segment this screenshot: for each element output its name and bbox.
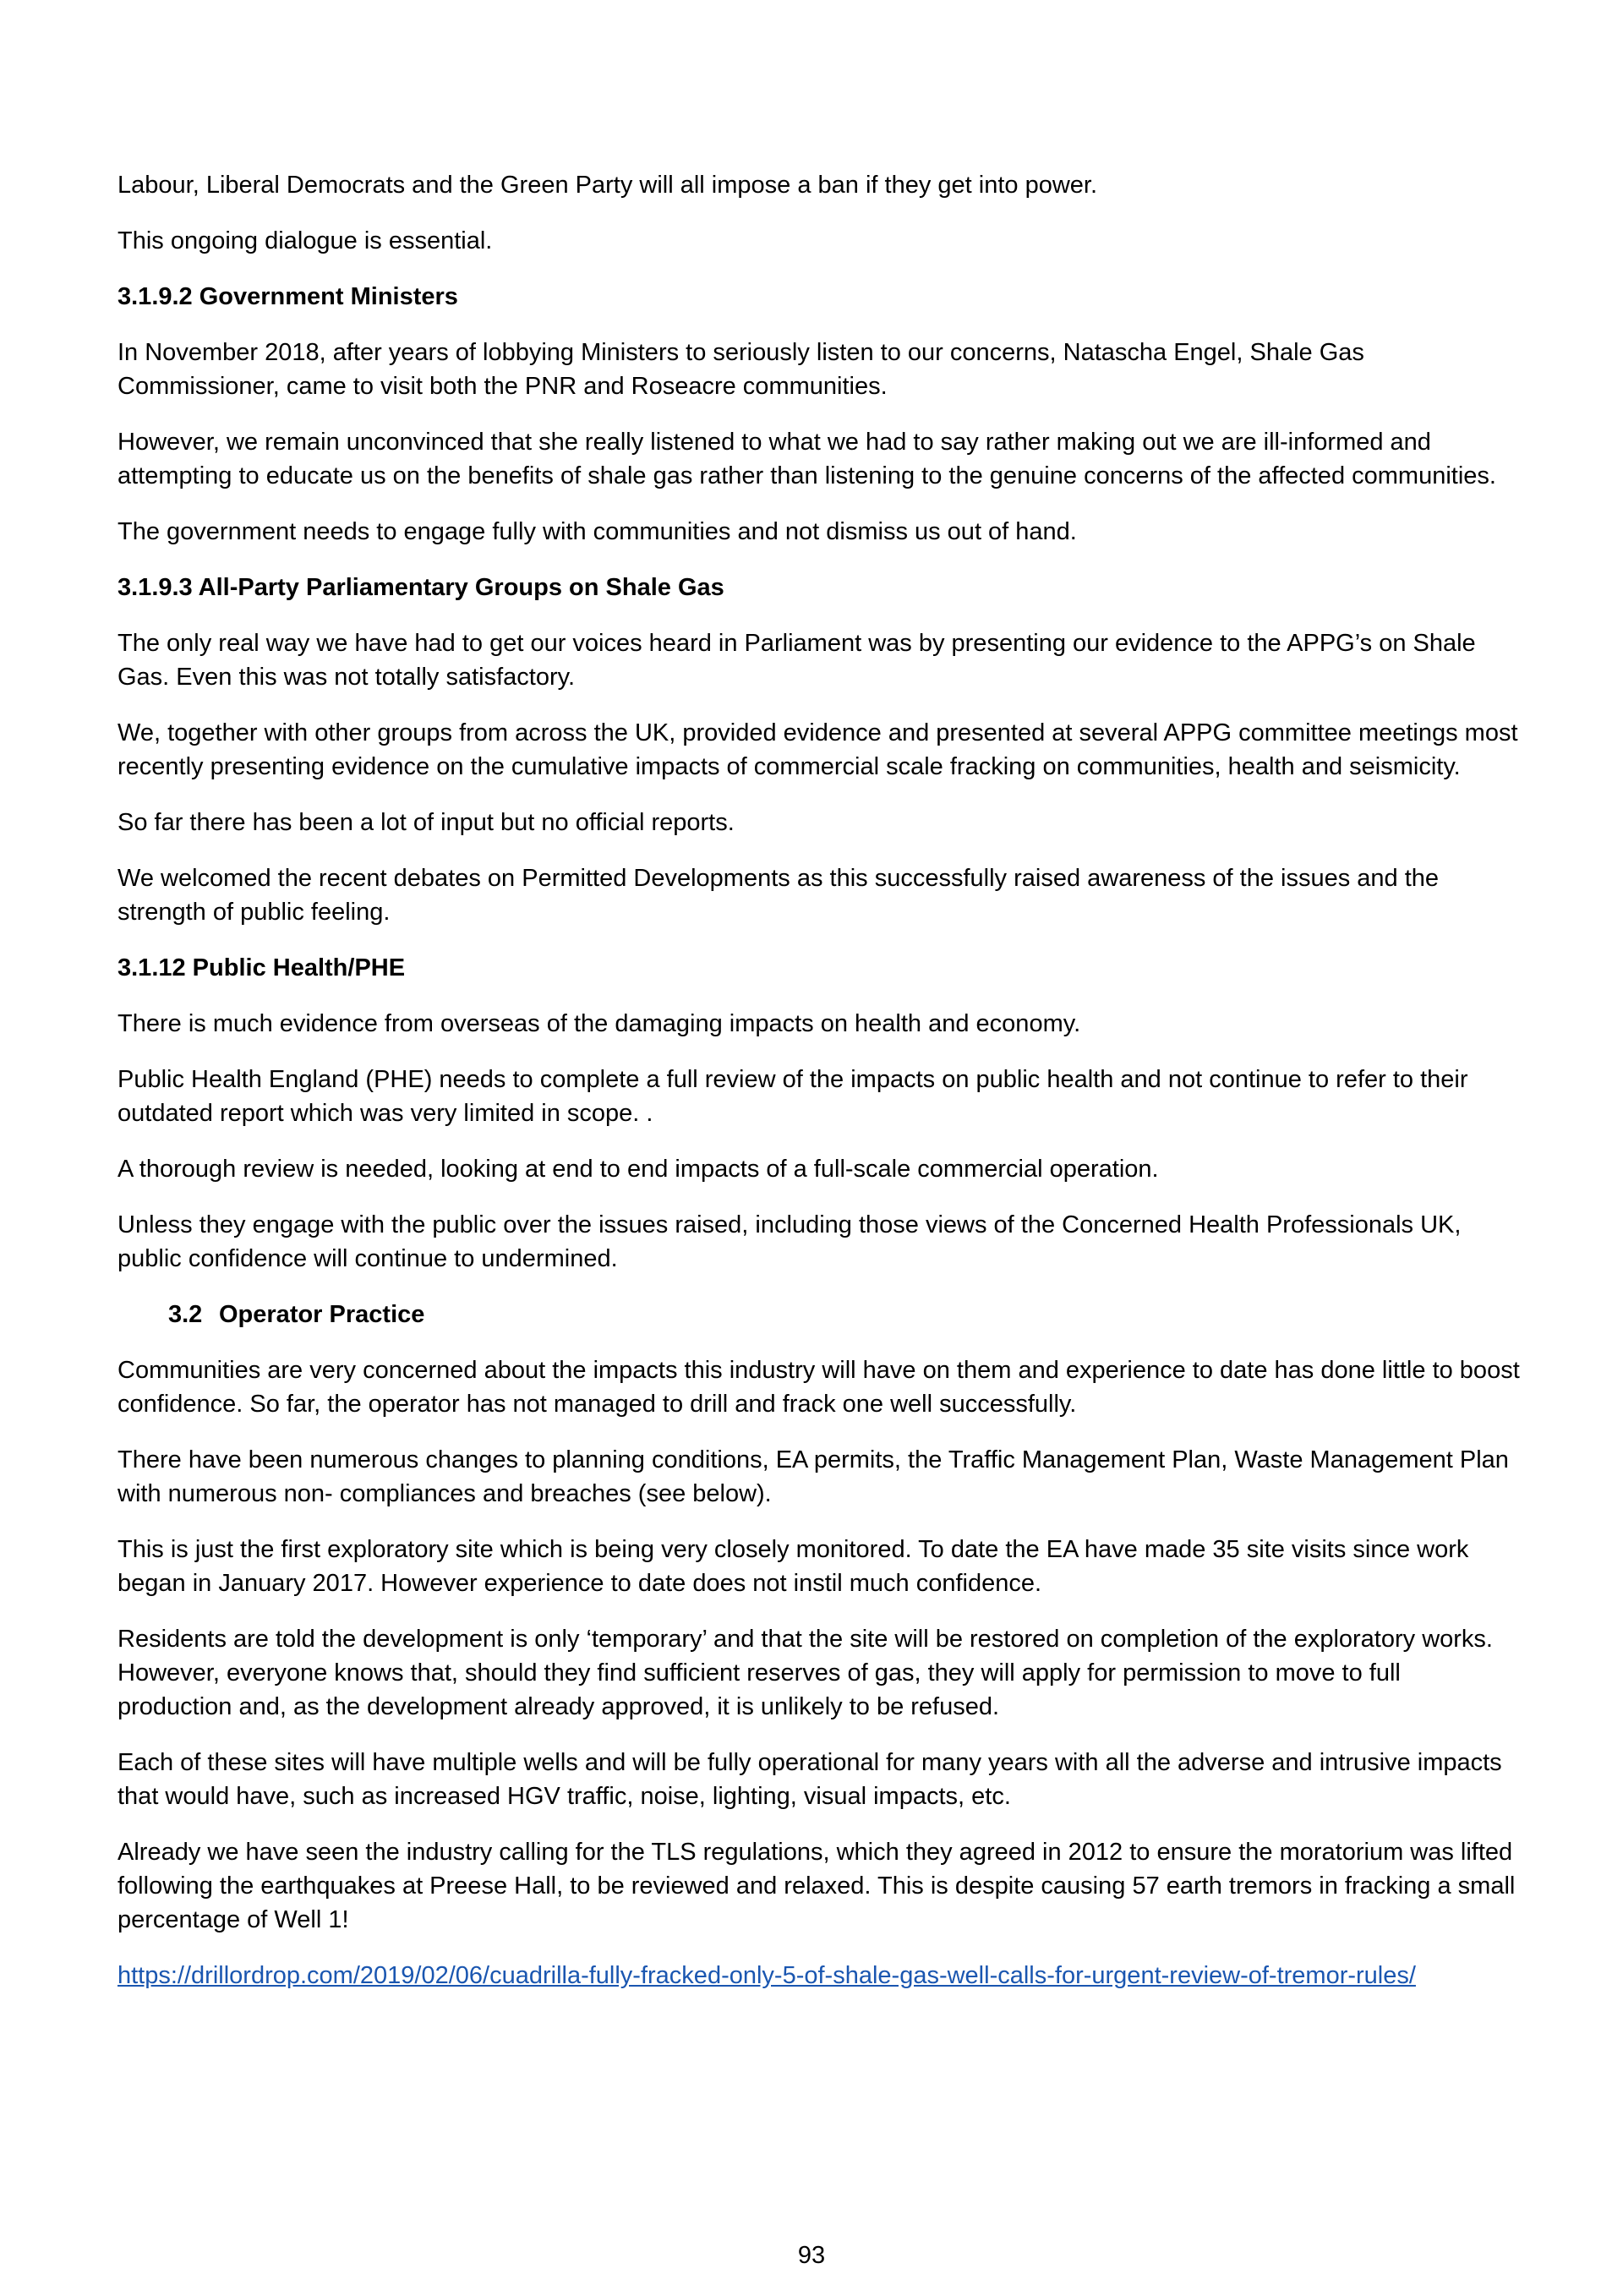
heading-appg: 3.1.9.3 All-Party Parliamentary Groups on Shale Gas: [117, 574, 724, 601]
section-number: 3.2: [168, 1301, 203, 1328]
para-unconvinced: However, we remain unconvinced that she really listened to what we had to say rather making out we are ill-informed and attempting to educate us on the benefits of shale gas rather than listening to the genuine concerns of the affected communities.: [117, 429, 1496, 489]
heading-public-health: 3.1.12 Public Health/PHE: [117, 954, 406, 981]
para-communities-concerned: Communities are very concerned about the impacts this industry will have on them and experience to date has done little to boost confidence. So far, the operator has not managed to drill and frack one well successfully.: [117, 1357, 1520, 1418]
heading-operator-practice: [117, 1298, 1521, 1331]
para-parties-ban: Labour, Liberal Democrats and the Green Party will all impose a ban if they get into power.: [117, 172, 1098, 199]
heading-government-ministers: 3.1.9.2 Government Ministers: [117, 283, 458, 310]
page-number: 93: [797, 2242, 826, 2269]
drillordrop-link[interactable]: https://drillordrop.com/2019/02/06/cuadrilla-fully-fracked-only-5-of-shale-gas-well-calls-for-urgent-review-of-tremor-rules/: [117, 1962, 1416, 1989]
para-commissioner-visit: In November 2018, after years of lobbying Ministers to seriously listen to our concerns, Natascha Engel, Shale Gas Commissioner, came to visit both the PNR and Roseacre communities.: [117, 339, 1364, 400]
link-paragraph: [117, 1959, 1521, 1993]
section-title: Operator Practice: [219, 1301, 425, 1328]
para-evidence-presented: We, together with other groups from across the UK, provided evidence and presented at several APPG committee meetings most recently presenting evidence on the cumulative impacts of commercial scale fracking on communities, health and seismicity.: [117, 719, 1518, 780]
para-dialogue: This ongoing dialogue is essential.: [117, 227, 493, 254]
para-public-confidence: Unless they engage with the public over the issues raised, including those views of the Concerned Health Professionals UK, public confidence will continue to undermined.: [117, 1211, 1462, 1272]
para-engage-fully: The government needs to engage fully with communities and not dismiss us out of hand.: [117, 518, 1077, 545]
para-tls-regulations: Already we have seen the industry calling for the TLS regulations, which they agreed in 2012 to ensure the moratorium was lifted following the earthquakes at Preese Hall, to be reviewed and relaxed. This is despite causing 57 earth tremors in fracking a small percentage of Well 1!: [117, 1839, 1516, 1933]
para-temporary: Residents are told the development is only ‘temporary’ and that the site will be restored on completion of the exploratory works. However, everyone knows that, should they find sufficient reserves of gas, they will apply for permission to move to full production and, as the development already approved, it is unlikely to be refused.: [117, 1626, 1493, 1720]
para-voices-heard: The only real way we have had to get our voices heard in Parliament was by presenting our evidence to the APPG’s on Shale Gas. Even this was not totally satisfactory.: [117, 630, 1476, 691]
para-multiple-wells: Each of these sites will have multiple wells and will be fully operational for many years with all the adverse and intrusive impacts that would have, such as increased HGV traffic, noise, lighting, visual impacts, etc.: [117, 1749, 1502, 1810]
para-no-reports: So far there has been a lot of input but no official reports.: [117, 809, 735, 836]
para-thorough-review: A thorough review is needed, looking at end to end impacts of a full-scale commercial operation.: [117, 1156, 1159, 1183]
para-numerous-changes: There have been numerous changes to planning conditions, EA permits, the Traffic Management Plan, Waste Management Plan with numerous non- compliances and breaches (see below).: [117, 1446, 1509, 1507]
para-debates: We welcomed the recent debates on Permitted Developments as this successfully raised awareness of the issues and the strength of public feeling.: [117, 865, 1440, 926]
para-first-site: This is just the first exploratory site which is being very closely monitored. To date the EA have made 35 site visits since work began in January 2017. However experience to date does not instil much confidence.: [117, 1536, 1469, 1597]
para-phe-review: Public Health England (PHE) needs to complete a full review of the impacts on public health and not continue to refer to their outdated report which was very limited in scope. .: [117, 1066, 1468, 1127]
document-page: [117, 168, 1521, 2014]
para-overseas-evidence: There is much evidence from overseas of the damaging impacts on health and economy.: [117, 1010, 1081, 1037]
